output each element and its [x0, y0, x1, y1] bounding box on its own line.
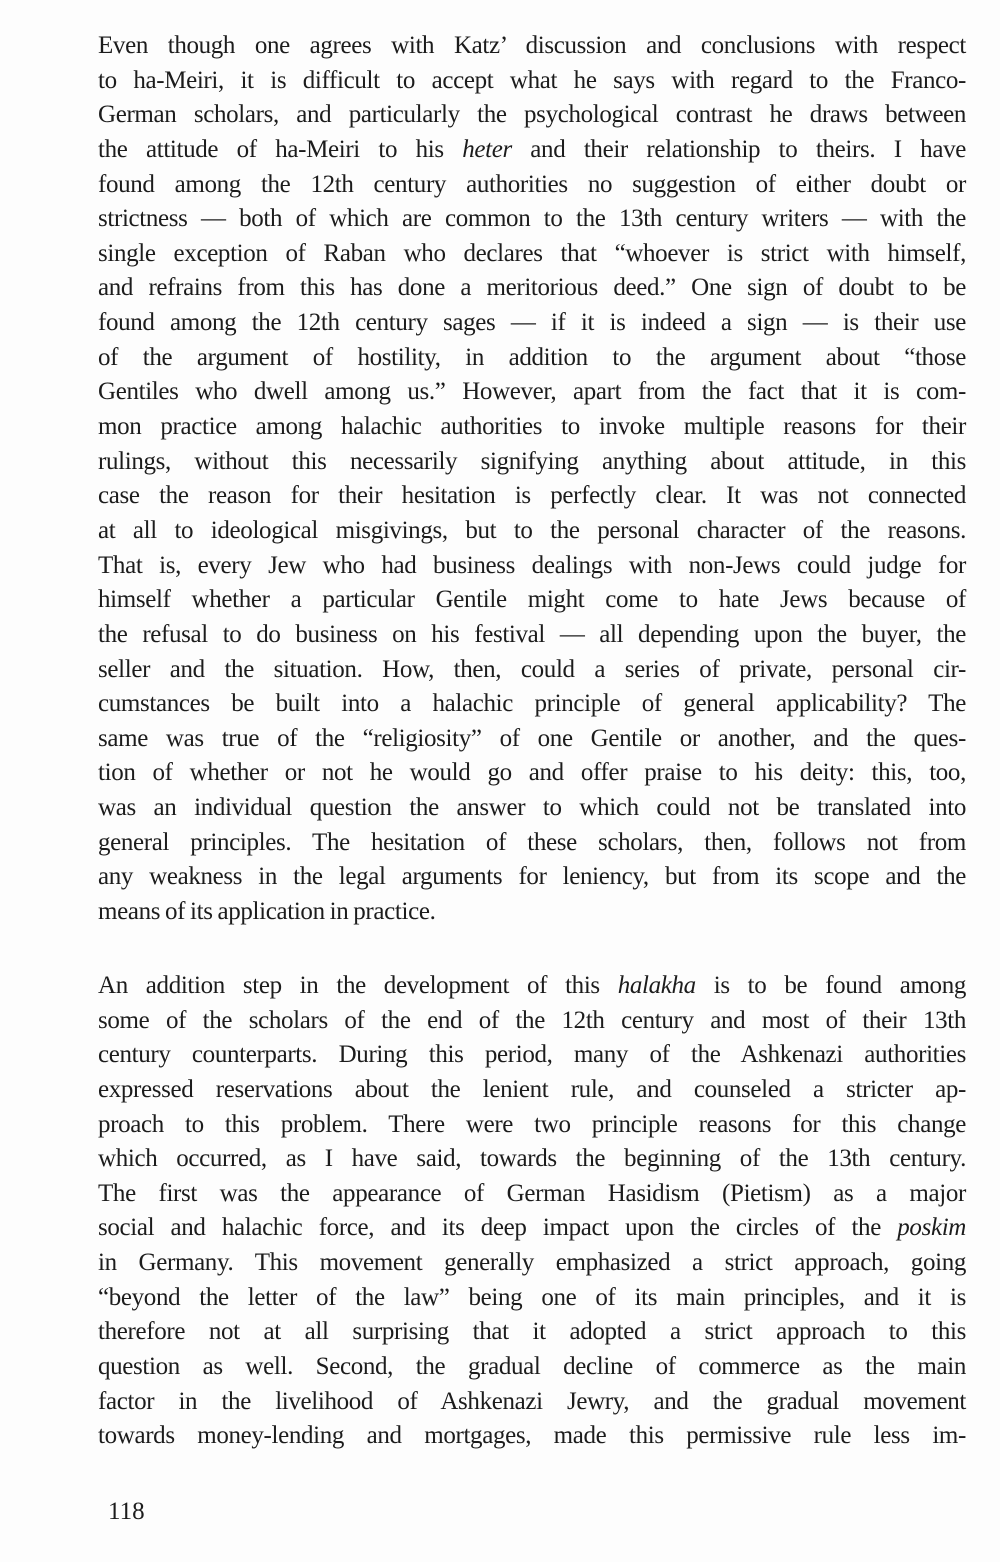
text-line: any weakness in the legal arguments for leniency, but from its scope and the — [98, 863, 966, 891]
text-line: to ha-Meiri, it is difficult to accept what he says with regard to the Franco- — [98, 66, 966, 94]
text-line: expressed reservations about the lenient rule, and counseled a stricter ap- — [98, 1075, 966, 1103]
text-line: seller and the situation. How, then, could a series of private, personal cir- — [98, 655, 966, 683]
text-line: was an individual question the answer to which could not be translated into — [98, 794, 966, 822]
italic-term: poskim — [897, 1214, 966, 1242]
text-line: which occurred, as I have said, towards the beginning of the 13th century. — [98, 1145, 966, 1173]
text-line — [98, 969, 966, 1004]
text-line: Even though one agrees with Katz’ discussion and conclusions with respect — [98, 32, 966, 59]
text-line: therefore not at all surprising that it adopted a strict approach to this — [98, 1318, 966, 1346]
italic-term: heter — [462, 135, 512, 163]
text-line: proach to this problem. There were two principle reasons for this change — [98, 1110, 966, 1138]
text-line: found among the 12th century authorities no suggestion of either doubt or — [98, 170, 966, 198]
text-line: single exception of Raban who declares that “whoever is strict with himself, — [98, 239, 966, 267]
text-line: in Germany. This movement generally emphasized a strict approach, going — [98, 1249, 966, 1277]
text-line: case the reason for their hesitation is perfectly clear. It was not connected — [98, 482, 966, 510]
text-line: the refusal to do business on his festival — all depending upon the buyer, the — [98, 620, 966, 648]
text-line: mon practice among halachic authorities to invoke multiple reasons for their — [98, 413, 966, 441]
text-line: at all to ideological misgivings, but to the personal character of the reasons. — [98, 516, 966, 544]
text-segment: An addition step in the development of this — [98, 972, 618, 999]
text-line: and refrains from this has done a meritorious deed.” One sign of doubt to be — [98, 274, 966, 302]
text-line: towards money-lending and mortgages, made this permissive rule less im- — [98, 1422, 966, 1450]
text-line: question as well. Second, the gradual decline of commerce as the main — [98, 1353, 966, 1381]
text-line: same was true of the “religiosity” of one Gentile or another, and the ques- — [98, 724, 966, 752]
text-line: general principles. The hesitation of these scholars, then, follows not from — [98, 828, 966, 856]
page-number: 118 — [108, 1498, 145, 1525]
text-line: German scholars, and particularly the psychological contrast he draws between — [98, 101, 966, 129]
text-line — [98, 1211, 966, 1246]
italic-term: halakha — [617, 972, 696, 999]
text-segment: and their relationship to theirs. I have — [511, 135, 966, 163]
text-segment: is to be found among — [695, 972, 967, 999]
text-segment: the attitude of ha-Meiri to his — [98, 135, 463, 163]
text-line: That is, every Jew who had business dealings with non-Jews could judge for — [98, 551, 966, 579]
text-line: cumstances be built into a halachic principle of general applicability? The — [98, 690, 966, 718]
text-line — [98, 133, 966, 168]
text-line: found among the 12th century sages — if it is indeed a sign — is their use — [98, 309, 966, 337]
text-line: century counterparts. During this period, many of the Ashkenazi authorities — [98, 1041, 966, 1069]
text-line: of the argument of hostility, in addition to the argument about “those — [98, 343, 966, 371]
text-line: tion of whether or not he would go and offer praise to his deity: this, too, — [98, 759, 966, 787]
text-line: Gentiles who dwell among us.” However, apart from the fact that it is com- — [98, 378, 966, 406]
text-line: means of its application in practice. — [98, 898, 436, 926]
text-line: The first was the appearance of German Hasidism (Pietism) as a major — [98, 1179, 966, 1207]
text-line: himself whether a particular Gentile might come to hate Jews because of — [98, 586, 966, 614]
text-segment: social and halachic force, and its deep impact upon the circles of the — [98, 1214, 898, 1242]
paragraph-1 — [98, 29, 966, 930]
text-line: some of the scholars of the end of the 12th century and most of their 13th — [98, 1006, 966, 1034]
text-line: “beyond the letter of the law” being one of its main principles, and it is — [98, 1283, 966, 1311]
text-line: factor in the livelihood of Ashkenazi Jewry, and the gradual movement — [98, 1387, 966, 1415]
text-line: rulings, without this necessarily signifying anything about attitude, in this — [98, 447, 966, 475]
text-line: strictness — both of which are common to the 13th century writers — with the — [98, 205, 966, 233]
paragraph-2 — [98, 969, 966, 1454]
